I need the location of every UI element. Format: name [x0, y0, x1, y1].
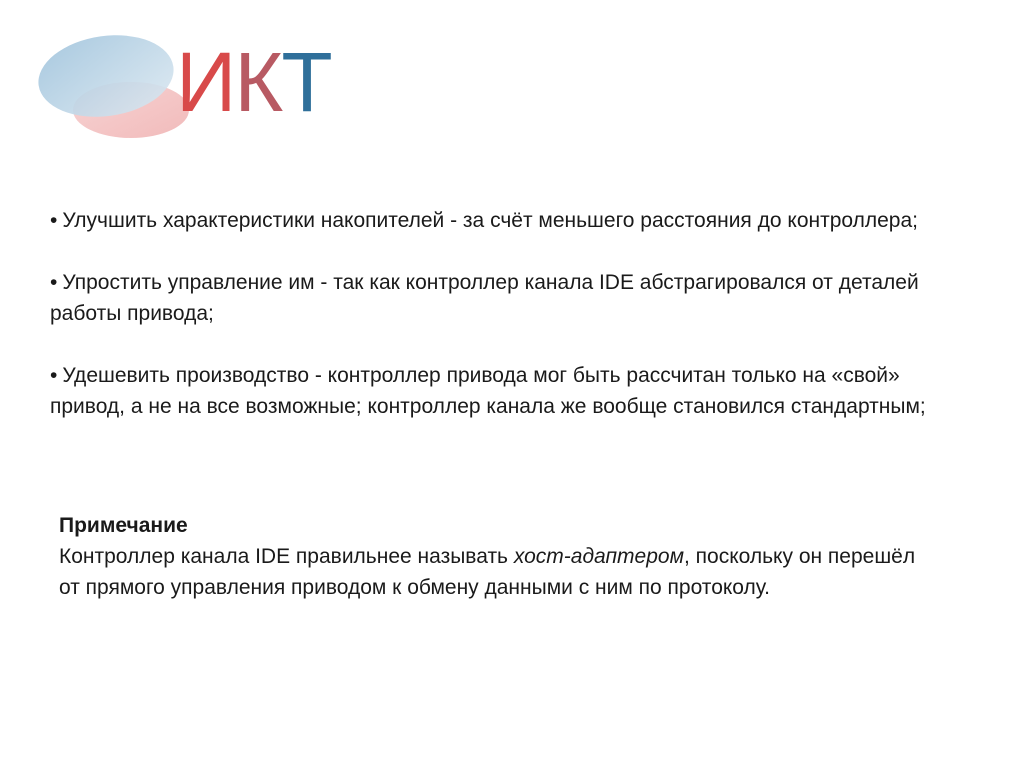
note-text-italic: хост-адаптером — [513, 545, 684, 568]
bullet-text: Улучшить характеристики накопителей - за счёт меньшего расстояния до контроллера; — [62, 209, 918, 232]
logo-text — [176, 35, 331, 129]
bullet-marker: • — [50, 364, 58, 387]
logo-letter-t: Т — [281, 35, 331, 129]
bullet-item — [50, 360, 970, 422]
bullet-list — [50, 205, 970, 453]
bullet-item — [50, 205, 970, 236]
bullet-text: Упростить управление им - так как контроллер канала IDE абстрагировался от деталей работы привода; — [50, 271, 919, 325]
bullet-marker: • — [50, 209, 58, 232]
note-text-before: Контроллер канала IDE правильнее называть — [59, 545, 514, 568]
logo-letter-k: К — [234, 35, 282, 129]
note-text-after: , поскольку он перешёл от прямого управления приводом к обмену данными с ним по протоколу. — [59, 545, 916, 599]
note-title: Примечание — [59, 514, 188, 537]
logo-letter-i: И — [176, 35, 235, 129]
bullet-item — [50, 267, 970, 329]
note-body — [59, 541, 939, 603]
note-block — [59, 510, 939, 603]
ikt-logo — [36, 28, 331, 143]
bullet-marker: • — [50, 271, 58, 294]
bullet-text: Удешевить производство - контроллер привода мог быть рассчитан только на «свой» привод, а не на все возможные; контроллер канала же вообще становился стандартным; — [50, 364, 926, 418]
